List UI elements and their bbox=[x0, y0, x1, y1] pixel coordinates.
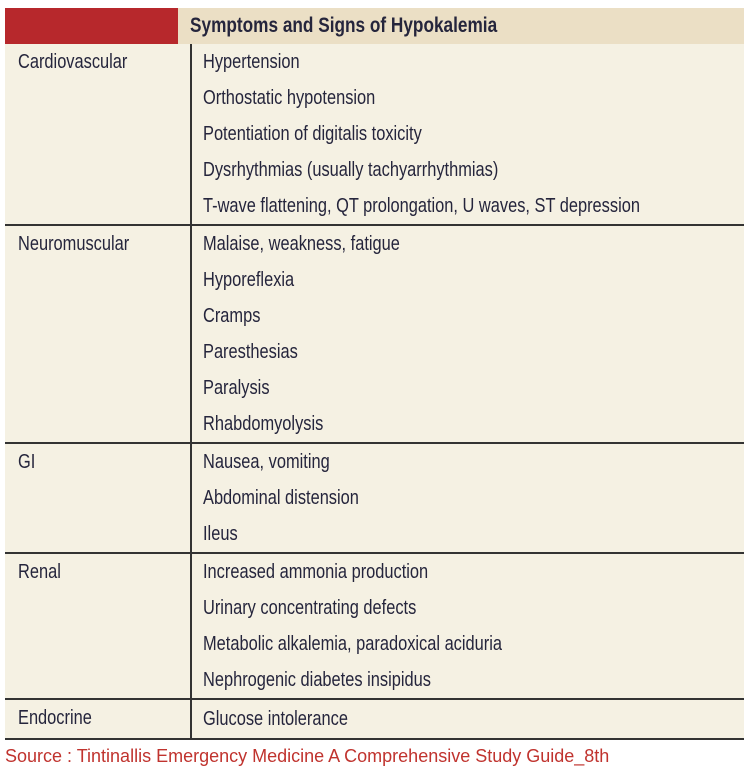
symptoms-cell bbox=[190, 700, 744, 738]
symptoms-cell bbox=[190, 44, 744, 224]
symptoms-cell bbox=[190, 444, 744, 552]
symptom-row bbox=[203, 662, 744, 698]
symptom-text: Metabolic alkalemia, paradoxical aciduria bbox=[203, 632, 503, 655]
symptom-row bbox=[203, 188, 744, 224]
symptom-text: Paralysis bbox=[203, 376, 270, 399]
table-header-row bbox=[5, 8, 744, 44]
symptom-text: Cramps bbox=[203, 304, 261, 327]
category-label: Renal bbox=[18, 561, 61, 583]
symptom-text: Increased ammonia production bbox=[203, 560, 429, 583]
symptom-row bbox=[203, 700, 744, 738]
table-title: Symptoms and Signs of Hypokalemia bbox=[190, 14, 498, 37]
symptom-row bbox=[203, 444, 744, 480]
symptom-text: Dysrhythmias (usually tachyarrhythmias) bbox=[203, 158, 499, 181]
symptom-row bbox=[203, 334, 744, 370]
source-line bbox=[5, 746, 609, 767]
symptom-text: Hyporeflexia bbox=[203, 268, 295, 291]
category-cell bbox=[5, 44, 190, 224]
symptom-text: Orthostatic hypotension bbox=[203, 86, 376, 109]
symptoms-cell bbox=[190, 226, 744, 442]
symptom-row bbox=[203, 480, 744, 516]
category-label: GI bbox=[18, 451, 36, 473]
section-neuromuscular bbox=[5, 224, 744, 442]
symptom-text: Rhabdomyolysis bbox=[203, 412, 324, 435]
section-endocrine bbox=[5, 698, 744, 738]
section-cardiovascular bbox=[5, 44, 744, 224]
symptom-row bbox=[203, 44, 744, 80]
category-label: Neuromuscular bbox=[18, 233, 130, 255]
symptom-text: Ileus bbox=[203, 522, 238, 545]
symptom-row bbox=[203, 370, 744, 406]
symptom-row bbox=[203, 226, 744, 262]
category-cell bbox=[5, 226, 190, 442]
section-gi bbox=[5, 442, 744, 552]
table-title-cell bbox=[178, 8, 744, 44]
symptom-text: Abdominal distension bbox=[203, 486, 359, 509]
symptom-row bbox=[203, 298, 744, 334]
symptom-row bbox=[203, 406, 744, 442]
symptom-text: Hypertension bbox=[203, 50, 300, 73]
symptom-text: Nausea, vomiting bbox=[203, 450, 330, 473]
symptom-text: Potentiation of digitalis toxicity bbox=[203, 122, 422, 145]
table-body bbox=[5, 44, 744, 740]
category-cell bbox=[5, 554, 190, 698]
symptom-row bbox=[203, 626, 744, 662]
symptom-row bbox=[203, 262, 744, 298]
symptom-text: Glucose intolerance bbox=[203, 707, 348, 730]
category-cell bbox=[5, 444, 190, 552]
symptom-text: Urinary concentrating defects bbox=[203, 596, 417, 619]
symptom-row bbox=[203, 590, 744, 626]
symptom-row bbox=[203, 516, 744, 552]
category-label: Cardiovascular bbox=[18, 51, 128, 73]
symptom-text: Nephrogenic diabetes insipidus bbox=[203, 668, 431, 691]
symptom-row bbox=[203, 152, 744, 188]
symptom-text: Paresthesias bbox=[203, 340, 298, 363]
category-label: Endocrine bbox=[18, 707, 92, 729]
symptom-row bbox=[203, 554, 744, 590]
category-cell bbox=[5, 700, 190, 738]
section-renal bbox=[5, 552, 744, 698]
source-text: Source : Tintinallis Emergency Medicine A Comprehensive Study Guide_8th bbox=[5, 746, 610, 766]
header-red-block bbox=[5, 8, 178, 44]
symptom-text: Malaise, weakness, fatigue bbox=[203, 232, 400, 255]
symptom-row bbox=[203, 116, 744, 152]
hypokalemia-table bbox=[5, 8, 744, 740]
symptom-text: T-wave flattening, QT prolongation, U waves, ST depression bbox=[203, 194, 640, 217]
symptom-row bbox=[203, 80, 744, 116]
symptoms-cell bbox=[190, 554, 744, 698]
